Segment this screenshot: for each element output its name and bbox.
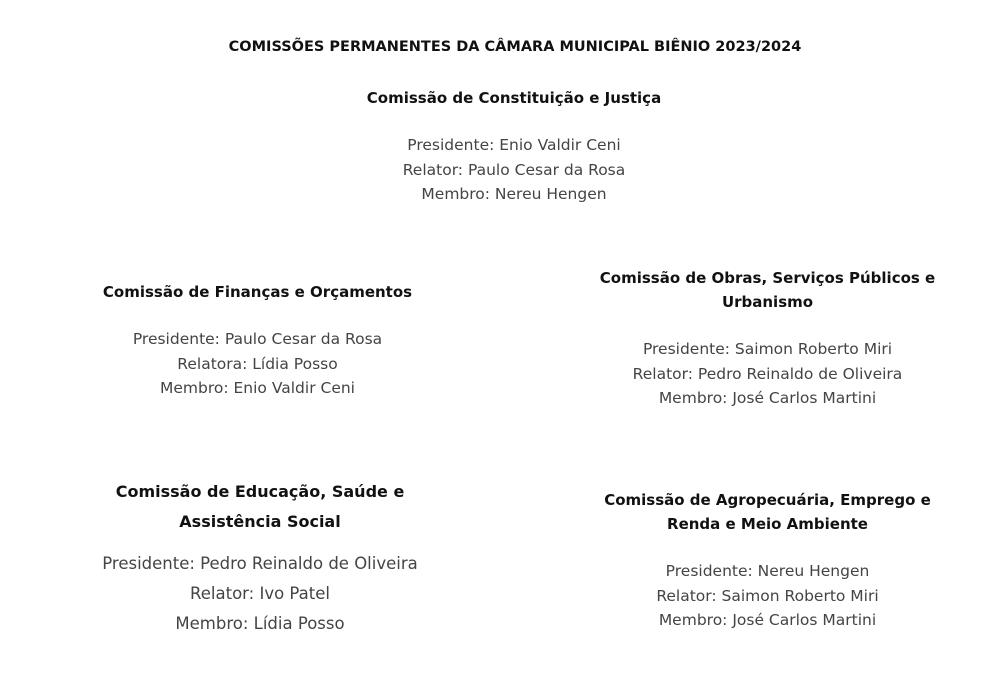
committee-title xyxy=(60,477,460,537)
committee-title xyxy=(575,488,960,536)
member-relator: Relator: Pedro Reinaldo de Oliveira xyxy=(632,364,903,383)
page-title: COMISSÕES PERMANENTES DA CÂMARA MUNICIPAL BIÊNIO 2023/2024 xyxy=(228,39,802,55)
committee-members xyxy=(575,337,960,411)
committee-title-line: Comissão de Agropecuária, Emprego e xyxy=(604,491,931,509)
member-relator: Relator: Paulo Cesar da Rosa xyxy=(402,160,626,179)
committee-title-line: Comissão de Obras, Serviços Públicos e xyxy=(599,269,936,287)
committee-title-line: Renda e Meio Ambiente xyxy=(667,515,868,533)
member-relator: Relator: Ivo Patel xyxy=(190,584,330,603)
member-membro: Membro: Enio Valdir Ceni xyxy=(160,379,355,397)
member-relatora: Relatora: Lídia Posso xyxy=(177,354,338,373)
committee-financas-orcamentos xyxy=(60,280,455,401)
member-membro: Membro: Lídia Posso xyxy=(175,614,345,633)
member-presidente: Presidente: Saimon Roberto Miri xyxy=(642,340,893,358)
committee-title xyxy=(214,86,814,110)
member-presidente: Presidente: Pedro Reinaldo de Oliveira xyxy=(102,554,418,573)
committee-title-line: Urbanismo xyxy=(721,293,814,311)
committee-members xyxy=(214,133,814,207)
member-presidente: Presidente: Paulo Cesar da Rosa xyxy=(132,330,383,348)
committee-title xyxy=(575,266,960,314)
committee-members xyxy=(575,559,960,633)
committee-title-line: Comissão de Finanças e Orçamentos xyxy=(102,283,413,301)
member-presidente: Presidente: Enio Valdir Ceni xyxy=(407,136,621,154)
committee-title-line: Comissão de Educação, Saúde e xyxy=(115,482,405,501)
committee-agropecuaria-emprego-meio-ambiente xyxy=(575,488,960,633)
committee-title-line: Comissão de Constituição e Justiça xyxy=(366,89,662,107)
member-membro: Membro: Nereu Hengen xyxy=(421,185,607,203)
committee-title-line: Assistência Social xyxy=(179,512,341,531)
committee-members xyxy=(60,327,455,401)
committee-title xyxy=(60,280,455,304)
member-relator: Relator: Saimon Roberto Miri xyxy=(656,586,879,605)
committee-educacao-saude-assistencia xyxy=(60,477,460,639)
committee-constituicao-justica xyxy=(214,86,814,207)
member-membro: Membro: José Carlos Martini xyxy=(658,389,877,407)
committee-members xyxy=(60,549,460,639)
member-membro: Membro: José Carlos Martini xyxy=(658,611,877,629)
committee-obras-servicos-urbanismo xyxy=(575,266,960,411)
member-presidente: Presidente: Nereu Hengen xyxy=(665,562,870,580)
